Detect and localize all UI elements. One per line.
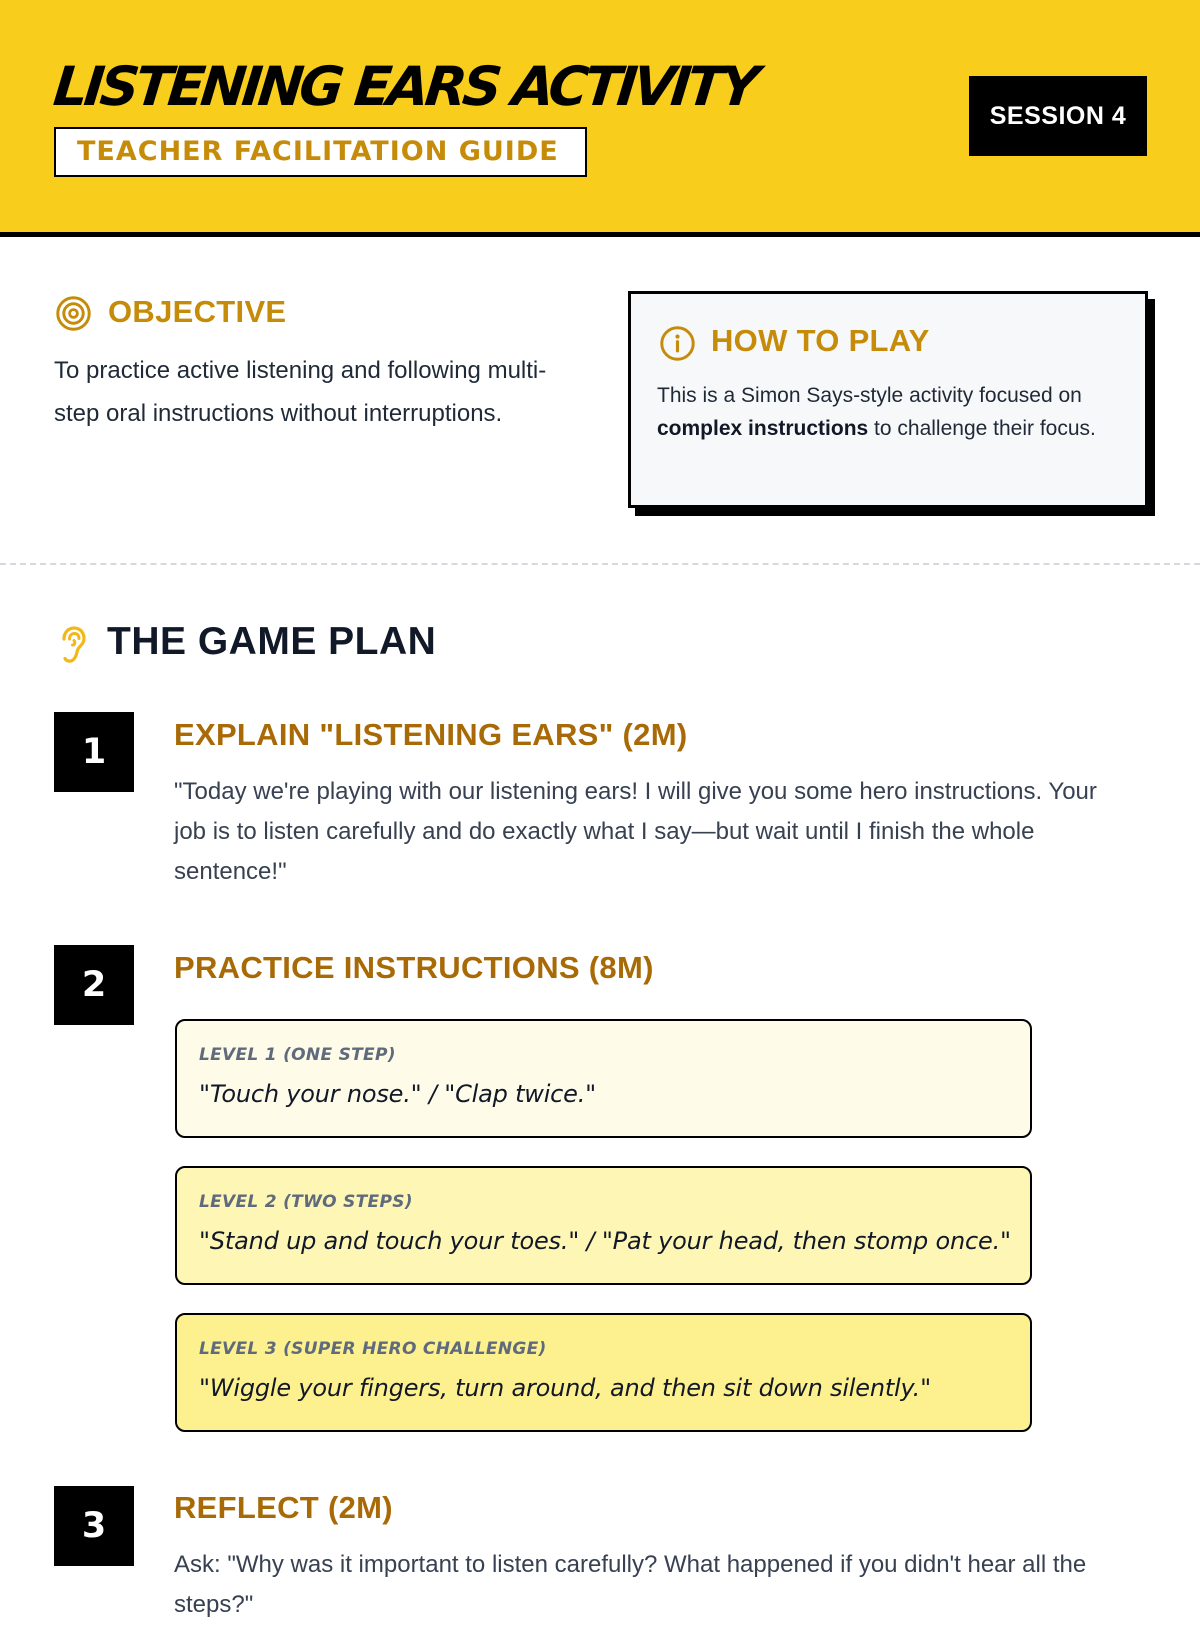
level-label-1: LEVEL 1 (ONE STEP) bbox=[199, 1045, 396, 1065]
ear-icon bbox=[57, 625, 89, 665]
level-card-2 bbox=[175, 1166, 1032, 1285]
how-to-play-text bbox=[657, 379, 1117, 445]
section-divider bbox=[0, 563, 1200, 565]
info-icon bbox=[659, 325, 696, 362]
objective-title: OBJECTIVE bbox=[108, 294, 287, 329]
game-plan-title: THE GAME PLAN bbox=[107, 620, 437, 663]
level-label-3: LEVEL 3 (SUPER HERO CHALLENGE) bbox=[199, 1339, 547, 1359]
level-card-1 bbox=[175, 1019, 1032, 1138]
step-title-3: REFLECT (2M) bbox=[174, 1490, 393, 1525]
how-to-play-title: HOW TO PLAY bbox=[711, 323, 930, 358]
step-number-3: 3 bbox=[54, 1486, 134, 1566]
target-icon bbox=[55, 295, 92, 332]
step-number-1: 1 bbox=[54, 712, 134, 792]
level-quote-3: "Wiggle your fingers, turn around, and then sit down silently." bbox=[199, 1374, 931, 1402]
how-to-play-text-bold: complex instructions bbox=[657, 417, 869, 440]
session-badge: SESSION 4 bbox=[969, 76, 1147, 156]
page-title: LISTENING EARS ACTIVITY bbox=[50, 55, 759, 118]
objective-text: To practice active listening and following multi-step oral instructions without interruptions. bbox=[54, 357, 547, 427]
level-quote-2: "Stand up and touch your toes." / "Pat your head, then stomp once." bbox=[199, 1227, 1011, 1255]
header-banner bbox=[0, 0, 1200, 237]
step-number-2: 2 bbox=[54, 945, 134, 1025]
step-text-1: "Today we're playing with our listening ears! I will give you some hero instructions. Your job is to listen carefully and do exactly what I say—but wait until I finish the whole sentence!" bbox=[174, 778, 1097, 885]
subtitle-box bbox=[54, 127, 587, 177]
how-to-play-text-start: This is a Simon Says-style activity focused on bbox=[657, 384, 1082, 407]
level-card-3 bbox=[175, 1313, 1032, 1432]
step-title-2: PRACTICE INSTRUCTIONS (8M) bbox=[174, 950, 654, 985]
level-label-2: LEVEL 2 (TWO STEPS) bbox=[199, 1192, 413, 1212]
how-to-play-text-end: to challenge their focus. bbox=[868, 417, 1096, 440]
level-quote-1: "Touch your nose." / "Clap twice." bbox=[199, 1080, 597, 1108]
step-text-3: Ask: "Why was it important to listen carefully? What happened if you didn't hear all the steps?" bbox=[174, 1551, 1087, 1618]
step-title-1: EXPLAIN "LISTENING EARS" (2M) bbox=[174, 717, 688, 752]
page-subtitle: TEACHER FACILITATION GUIDE bbox=[77, 136, 559, 167]
